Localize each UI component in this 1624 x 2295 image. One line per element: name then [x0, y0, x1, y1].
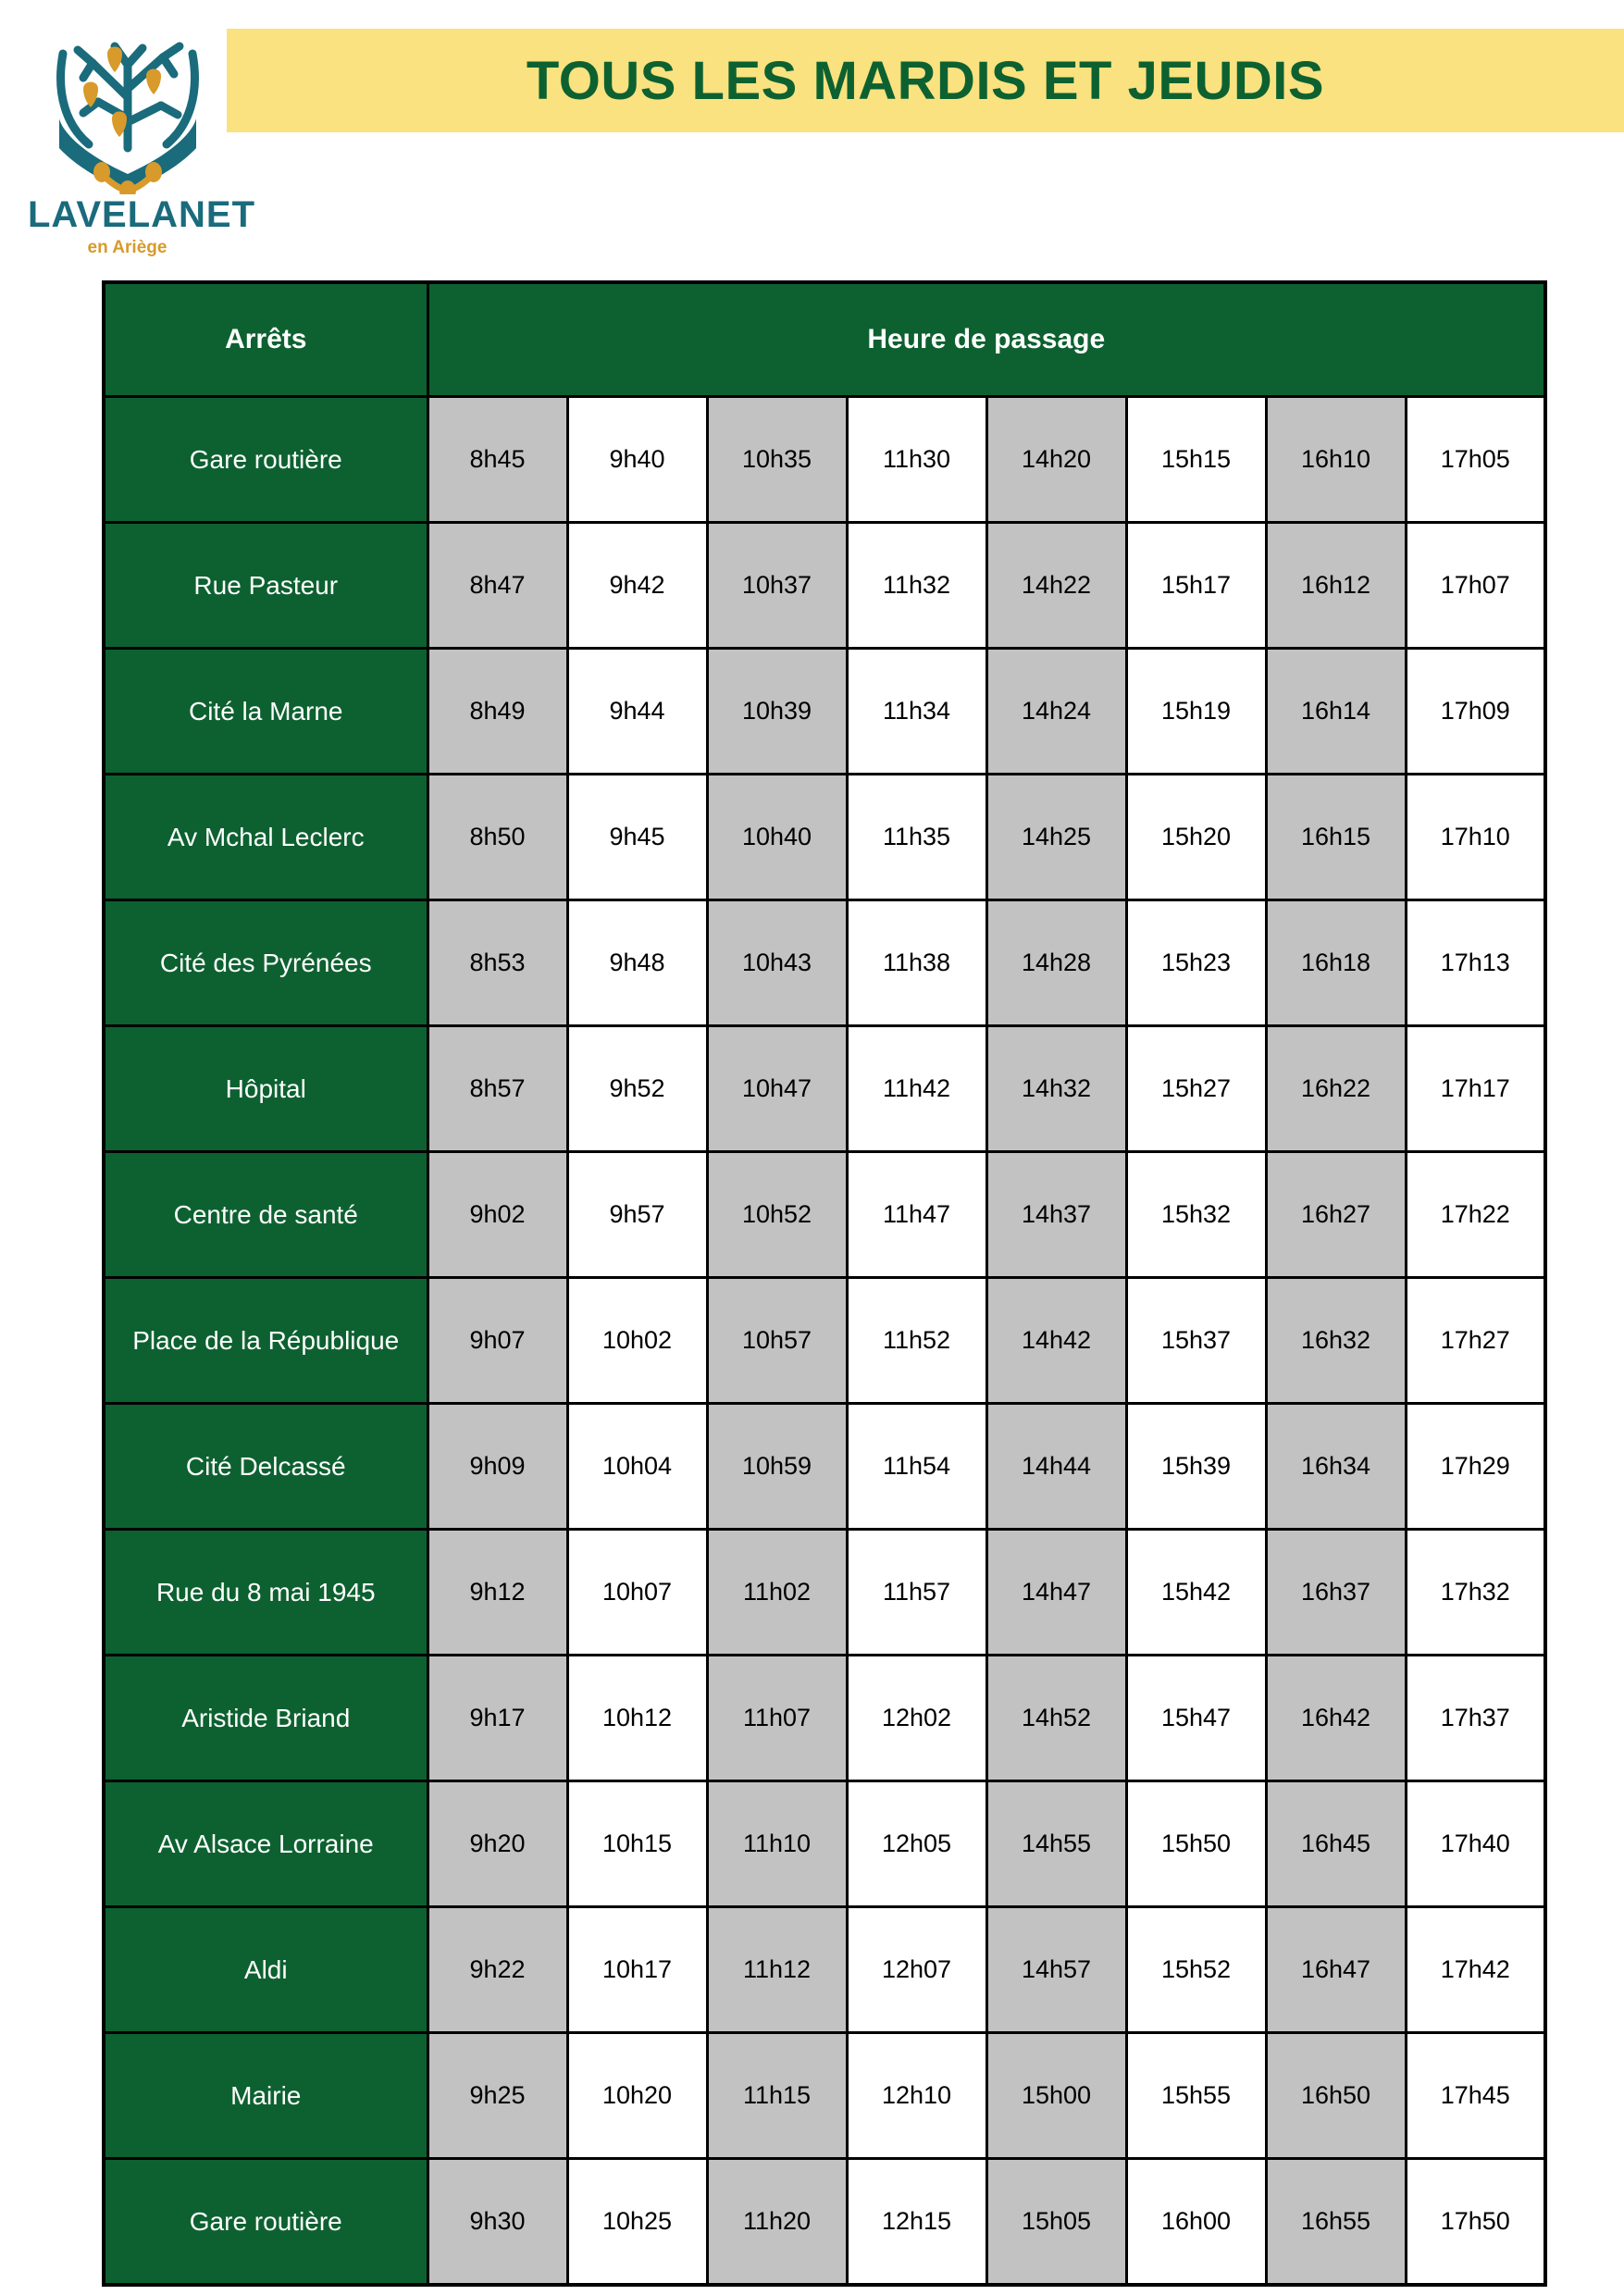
departure-time-cell: 15h42	[1126, 1530, 1266, 1656]
departure-time-cell: 16h42	[1266, 1656, 1406, 1781]
departure-time-cell: 10h35	[707, 397, 847, 523]
departure-time-cell: 11h20	[707, 2159, 847, 2286]
departure-time-cell: 14h57	[986, 1907, 1126, 2033]
stop-name-cell: Gare routière	[104, 2159, 428, 2286]
departure-time-cell: 16h12	[1266, 523, 1406, 649]
table-row	[104, 775, 1545, 900]
departure-time-cell: 14h52	[986, 1656, 1126, 1781]
departure-time-cell: 10h04	[567, 1404, 707, 1530]
stop-name-cell: Gare routière	[104, 397, 428, 523]
departure-time-cell: 11h52	[847, 1278, 986, 1404]
stop-name-cell: Cité des Pyrénées	[104, 900, 428, 1026]
departure-time-cell: 8h45	[428, 397, 567, 523]
departure-time-cell: 17h45	[1406, 2033, 1545, 2159]
table-row	[104, 1781, 1545, 1907]
departure-time-cell: 14h32	[986, 1026, 1126, 1152]
departure-time-cell: 10h57	[707, 1278, 847, 1404]
departure-time-cell: 11h38	[847, 900, 986, 1026]
table-row	[104, 2159, 1545, 2286]
departure-time-cell: 16h55	[1266, 2159, 1406, 2286]
departure-time-cell: 11h47	[847, 1152, 986, 1278]
stop-name-cell: Mairie	[104, 2033, 428, 2159]
table-row	[104, 2033, 1545, 2159]
departure-time-cell: 15h20	[1126, 775, 1266, 900]
departure-time-cell: 15h00	[986, 2033, 1126, 2159]
table-row	[104, 1026, 1545, 1152]
stop-name-cell: Hôpital	[104, 1026, 428, 1152]
departure-time-cell: 16h14	[1266, 649, 1406, 775]
departure-time-cell: 10h39	[707, 649, 847, 775]
departure-time-cell: 9h42	[567, 523, 707, 649]
departure-time-cell: 16h27	[1266, 1152, 1406, 1278]
departure-time-cell: 17h29	[1406, 1404, 1545, 1530]
departure-time-cell: 10h52	[707, 1152, 847, 1278]
departure-time-cell: 17h32	[1406, 1530, 1545, 1656]
table-row	[104, 1656, 1545, 1781]
departure-time-cell: 16h32	[1266, 1278, 1406, 1404]
departure-time-cell: 8h57	[428, 1026, 567, 1152]
departure-time-cell: 15h19	[1126, 649, 1266, 775]
departure-time-cell: 11h02	[707, 1530, 847, 1656]
departure-time-cell: 14h25	[986, 775, 1126, 900]
stop-name-cell: Aristide Briand	[104, 1656, 428, 1781]
departure-time-cell: 10h12	[567, 1656, 707, 1781]
departure-time-cell: 8h47	[428, 523, 567, 649]
stop-name-cell: Av Alsace Lorraine	[104, 1781, 428, 1907]
lavelanet-logo	[28, 9, 256, 268]
departure-time-cell: 17h17	[1406, 1026, 1545, 1152]
departure-time-cell: 16h45	[1266, 1781, 1406, 1907]
departure-time-cell: 9h40	[567, 397, 707, 523]
departure-time-cell: 14h20	[986, 397, 1126, 523]
departure-time-cell: 9h09	[428, 1404, 567, 1530]
departure-time-cell: 10h17	[567, 1907, 707, 2033]
departure-time-cell: 9h20	[428, 1781, 567, 1907]
departure-time-cell: 17h05	[1406, 397, 1545, 523]
departure-time-cell: 15h52	[1126, 1907, 1266, 2033]
departure-time-cell: 12h10	[847, 2033, 986, 2159]
departure-time-cell: 10h47	[707, 1026, 847, 1152]
departure-time-cell: 9h30	[428, 2159, 567, 2286]
stop-name-cell: Cité Delcassé	[104, 1404, 428, 1530]
stop-name-cell: Av Mchal Leclerc	[104, 775, 428, 900]
departure-time-cell: 9h57	[567, 1152, 707, 1278]
departure-time-cell: 17h37	[1406, 1656, 1545, 1781]
departure-time-cell: 15h47	[1126, 1656, 1266, 1781]
stop-name-cell: Place de la République	[104, 1278, 428, 1404]
departure-time-cell: 11h57	[847, 1530, 986, 1656]
departure-time-cell: 17h10	[1406, 775, 1545, 900]
departure-time-cell: 17h27	[1406, 1278, 1545, 1404]
departure-time-cell: 11h07	[707, 1656, 847, 1781]
stop-name-cell: Centre de santé	[104, 1152, 428, 1278]
column-header-stops: Arrêts	[104, 282, 428, 397]
departure-time-cell: 11h34	[847, 649, 986, 775]
brand-tagline: en Ariège	[87, 238, 167, 257]
departure-time-cell: 16h00	[1126, 2159, 1266, 2286]
departure-time-cell: 11h15	[707, 2033, 847, 2159]
departure-time-cell: 17h09	[1406, 649, 1545, 775]
departure-time-cell: 9h22	[428, 1907, 567, 2033]
departure-time-cell: 11h10	[707, 1781, 847, 1907]
page-title: TOUS LES MARDIS ET JEUDIS	[526, 50, 1325, 111]
departure-time-cell: 16h50	[1266, 2033, 1406, 2159]
departure-time-cell: 12h07	[847, 1907, 986, 2033]
departure-time-cell: 9h44	[567, 649, 707, 775]
departure-time-cell: 9h07	[428, 1278, 567, 1404]
departure-time-cell: 14h24	[986, 649, 1126, 775]
stop-name-cell: Rue Pasteur	[104, 523, 428, 649]
departure-time-cell: 8h50	[428, 775, 567, 900]
departure-time-cell: 16h37	[1266, 1530, 1406, 1656]
departure-time-cell: 14h22	[986, 523, 1126, 649]
table-row	[104, 649, 1545, 775]
departure-time-cell: 15h37	[1126, 1278, 1266, 1404]
title-banner	[227, 29, 1624, 132]
departure-time-cell: 17h40	[1406, 1781, 1545, 1907]
departure-time-cell: 9h25	[428, 2033, 567, 2159]
timetable-head	[104, 282, 1545, 397]
departure-time-cell: 17h22	[1406, 1152, 1545, 1278]
departure-time-cell: 10h07	[567, 1530, 707, 1656]
column-header-times: Heure de passage	[428, 282, 1545, 397]
bus-timetable	[102, 280, 1547, 2287]
departure-time-cell: 15h15	[1126, 397, 1266, 523]
departure-time-cell: 16h10	[1266, 397, 1406, 523]
departure-time-cell: 10h20	[567, 2033, 707, 2159]
departure-time-cell: 9h17	[428, 1656, 567, 1781]
departure-time-cell: 15h50	[1126, 1781, 1266, 1907]
departure-time-cell: 15h27	[1126, 1026, 1266, 1152]
departure-time-cell: 10h59	[707, 1404, 847, 1530]
stop-name-cell: Cité la Marne	[104, 649, 428, 775]
departure-time-cell: 14h47	[986, 1530, 1126, 1656]
departure-time-cell: 16h15	[1266, 775, 1406, 900]
departure-time-cell: 10h40	[707, 775, 847, 900]
table-row	[104, 523, 1545, 649]
departure-time-cell: 16h47	[1266, 1907, 1406, 2033]
departure-time-cell: 16h34	[1266, 1404, 1406, 1530]
departure-time-cell: 10h37	[707, 523, 847, 649]
departure-time-cell: 17h07	[1406, 523, 1545, 649]
stop-name-cell: Aldi	[104, 1907, 428, 2033]
departure-time-cell: 14h42	[986, 1278, 1126, 1404]
page-header	[0, 0, 1624, 278]
table-row	[104, 1907, 1545, 2033]
tree-in-bowl-icon	[35, 9, 220, 194]
departure-time-cell: 12h05	[847, 1781, 986, 1907]
departure-time-cell: 11h35	[847, 775, 986, 900]
departure-time-cell: 15h05	[986, 2159, 1126, 2286]
departure-time-cell: 15h32	[1126, 1152, 1266, 1278]
departure-time-cell: 9h52	[567, 1026, 707, 1152]
departure-time-cell: 8h49	[428, 649, 567, 775]
table-row	[104, 1404, 1545, 1530]
table-row	[104, 1530, 1545, 1656]
departure-time-cell: 15h23	[1126, 900, 1266, 1026]
departure-time-cell: 9h12	[428, 1530, 567, 1656]
departure-time-cell: 17h13	[1406, 900, 1545, 1026]
departure-time-cell: 9h02	[428, 1152, 567, 1278]
departure-time-cell: 11h54	[847, 1404, 986, 1530]
departure-time-cell: 16h22	[1266, 1026, 1406, 1152]
departure-time-cell: 14h37	[986, 1152, 1126, 1278]
departure-time-cell: 15h17	[1126, 523, 1266, 649]
table-row	[104, 397, 1545, 523]
departure-time-cell: 10h02	[567, 1278, 707, 1404]
departure-time-cell: 11h32	[847, 523, 986, 649]
timetable-container	[102, 280, 1543, 2287]
departure-time-cell: 14h44	[986, 1404, 1126, 1530]
departure-time-cell: 14h55	[986, 1781, 1126, 1907]
departure-time-cell: 11h12	[707, 1907, 847, 2033]
departure-time-cell: 15h55	[1126, 2033, 1266, 2159]
timetable-body	[104, 397, 1545, 2286]
departure-time-cell: 12h02	[847, 1656, 986, 1781]
table-row	[104, 1278, 1545, 1404]
table-row	[104, 900, 1545, 1026]
departure-time-cell: 15h39	[1126, 1404, 1266, 1530]
departure-time-cell: 9h45	[567, 775, 707, 900]
departure-time-cell: 8h53	[428, 900, 567, 1026]
departure-time-cell: 11h42	[847, 1026, 986, 1152]
brand-wordmark: LAVELANET	[28, 194, 256, 235]
departure-time-cell: 10h15	[567, 1781, 707, 1907]
departure-time-cell: 10h25	[567, 2159, 707, 2286]
departure-time-cell: 9h48	[567, 900, 707, 1026]
table-header-row	[104, 282, 1545, 397]
stop-name-cell: Rue du 8 mai 1945	[104, 1530, 428, 1656]
departure-time-cell: 14h28	[986, 900, 1126, 1026]
departure-time-cell: 11h30	[847, 397, 986, 523]
departure-time-cell: 17h50	[1406, 2159, 1545, 2286]
table-row	[104, 1152, 1545, 1278]
departure-time-cell: 16h18	[1266, 900, 1406, 1026]
departure-time-cell: 12h15	[847, 2159, 986, 2286]
departure-time-cell: 10h43	[707, 900, 847, 1026]
departure-time-cell: 17h42	[1406, 1907, 1545, 2033]
